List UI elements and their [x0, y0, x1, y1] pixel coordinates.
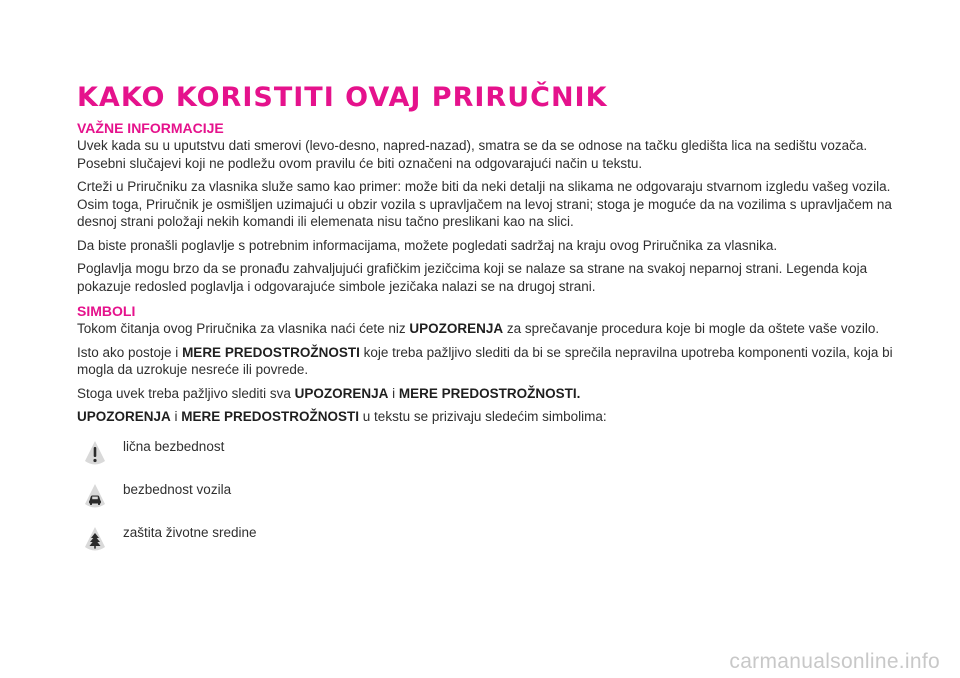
- important-info-heading: VAŽNE INFORMACIJE: [77, 120, 224, 136]
- text: i: [170, 409, 182, 424]
- important-paragraph-3: Da biste pronašli poglavlje s potrebnim informacijama, možete pogledati sadržaj na kraju ovog Priručnika za vlasnika.: [77, 237, 778, 253]
- symbol-item-personal-safety: [77, 434, 897, 474]
- symbols-paragraph-2: [77, 344, 897, 379]
- text: i: [388, 385, 399, 401]
- symbol-item-environment: [77, 520, 897, 560]
- symbols-paragraph-3: [77, 385, 897, 403]
- car-warning-icon: [84, 483, 106, 511]
- tree-warning-icon: [84, 526, 106, 554]
- text: Tokom čitanja ovog Priručnika za vlasnika naći ćete niz: [77, 321, 410, 336]
- warning-term: UPOZORENJA: [409, 321, 504, 336]
- text: koje treba pažljivo slediti da bi se sprečila nepravilna upotreba komponenti vozila, koja bi mogla da uzrokuje nesreće ili povrede.: [77, 344, 893, 377]
- important-paragraph-2: Crteži u Priručniku za vlasnika služe samo kao primer: može biti da neki detalji na slikama ne odgovaraju stvarnom izgledu vašeg vozila. Osim toga, Priručnik je osmišljen uzimajući u obzir vozila s upravljačem na levoj strani; stoga je moguće da na vozilima s upravljačem na desnoj strani položaji nekih komandi ili elemenata nisu tačno preslikani kao na slici.: [77, 179, 892, 229]
- important-paragraph-4: Poglavlja mogu brzo da se pronađu zahvaljujući grafičkim jezičcima koji se nalaze sa strane na svakoj neparnoj strani. Legenda koja pokazuje redosled poglavlja i odgovarajuće simbole jezičaka nalazi se na drugoj strani.: [77, 261, 868, 294]
- watermark: carmanualsonline.info: [729, 650, 940, 673]
- symbol-label: lična bezbednost: [123, 439, 225, 454]
- precaution-term: MERE PREDOSTROŽNOSTI.: [398, 385, 581, 401]
- text: Stoga uvek treba pažljivo slediti sva: [77, 385, 295, 401]
- text: za sprečavanje procedura koje bi mogle da oštete vaše vozilo.: [503, 321, 880, 336]
- page-title: KAKO KORISTITI OVAJ PRIRUČNIK: [77, 82, 608, 113]
- precaution-term: MERE PREDOSTROŽNOSTI: [181, 409, 360, 424]
- symbol-list: [77, 434, 897, 560]
- text: u tekstu se prizivaju sledećim simbolima:: [359, 409, 607, 424]
- symbol-label: zaštita životne sredine: [123, 525, 257, 540]
- manual-page: [77, 83, 897, 563]
- warning-term: UPOZORENJA: [77, 409, 171, 424]
- precaution-term: MERE PREDOSTROŽNOSTI: [182, 344, 360, 360]
- text: Isto ako postoje i: [77, 344, 183, 360]
- warning-term: UPOZORENJA: [294, 385, 389, 401]
- symbol-item-vehicle-safety: [77, 477, 897, 517]
- symbols-heading: SIMBOLI: [77, 303, 136, 319]
- exclamation-warning-icon: [84, 440, 106, 468]
- symbols-paragraph-4: [77, 408, 897, 426]
- symbols-paragraph-1: [77, 320, 897, 338]
- symbol-label: bezbednost vozila: [123, 482, 232, 497]
- important-paragraph-1: Uvek kada su u uputstvu dati smerovi (levo-desno, napred-nazad), smatra se da se odnose na tačku gledišta lica na sedištu vozača. Posebni slučajevi koji ne podležu ovom pravilu će biti označeni na odgovarajući način u tekstu.: [77, 138, 868, 171]
